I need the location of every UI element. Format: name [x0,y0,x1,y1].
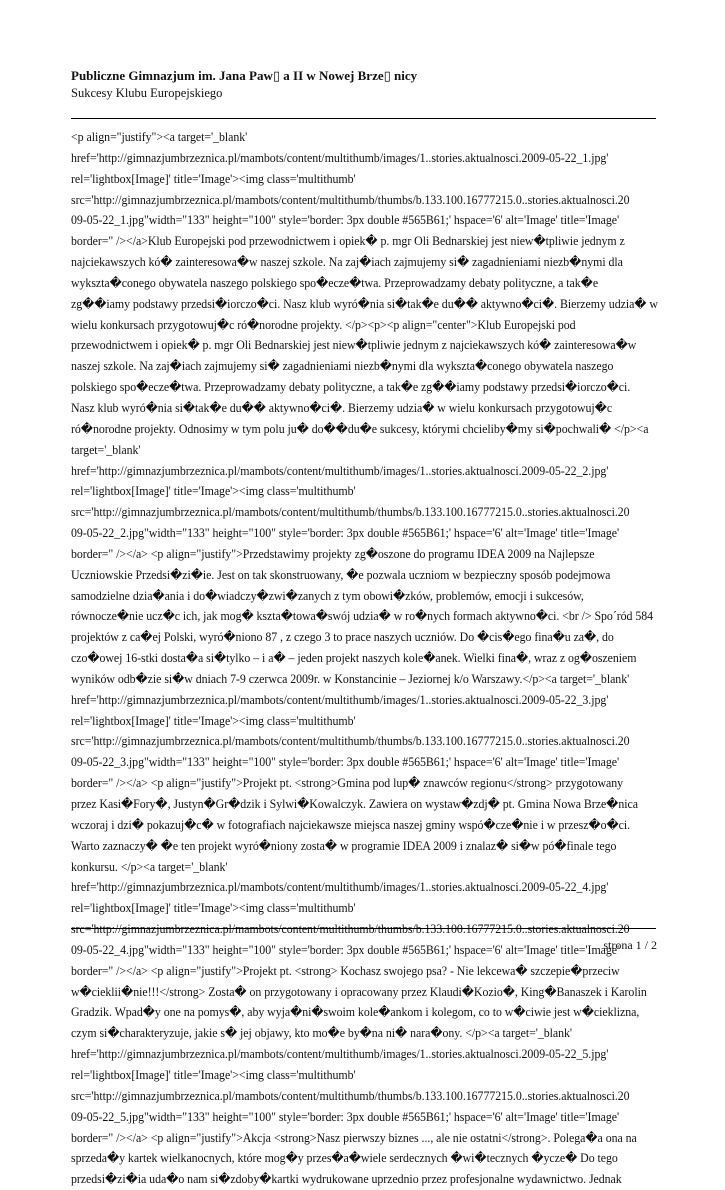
body-text-line: wczoraj i dzi� pokazuj�c� w fotografiach najciekawsze miejsca naszej gminy wspó�cze�nie i w przesz�o�ci. [71,817,631,832]
document-header [71,68,661,101]
body-text-line: rel='lightbox[Image]' title='Image'><img class='multithumb' [71,171,356,186]
body-text-line: Gradzik. Wpad�y one na pomys�, aby wyja�ni�swoim kole�ankom i kolegom, co to w�ciwie jest w�cieklizna, [71,1005,640,1020]
document-title: Publiczne Gimnazjum im. Jana Paw▯ a II w Nowej Brze▯ nicy [71,68,418,83]
body-text-line: 09-05-22_1.jpg"width="133" height="100" style='border: 3px double #565B61;' hspace='6' alt='Image' title='Image' [71,213,620,228]
body-text-line: sprzeda�y kartek wielkanocnych, które mog�y przes�a�wiele serdecznych �wi�tecznych �ycze� Do tego [71,1151,618,1166]
body-text-line: href='http://gimnazjumbrzeznica.pl/mambots/content/multithumb/images/1..stories.aktualnosci.2009-05-22_1.jpg' [71,150,609,165]
body-text-line: w�cieklii�nie!!!</strong> Zosta� on przygotowany i opracowany przez Klaudi�Kozio�, King�Banaszek i Karolin [71,984,647,999]
body-text-line: czo�owej 16-stki dosta�a si�tylko – i a� – jeden projekt naszych kole�anek. Wielki fina�, wraz z og�oszeniem [71,651,637,666]
footer-divider [71,928,656,929]
body-text-line: <p align="justify"><a target='_blank' [71,130,248,144]
body-text-line: równocze�nie ucz�c ich, jak mog� kszta�towa�swój udzia� w ro�nych formach aktywno�ci. <br /> Spo´ród 584 [71,609,654,624]
body-text-line: href='http://gimnazjumbrzeznica.pl/mambots/content/multithumb/images/1..stories.aktualnosci.2009-05-22_3.jpg' [71,692,609,707]
body-text-line: wielu konkursach przygotowuj�c ró�norodne projekty. </p><p><p align="center">Klub Europejski pod [71,317,576,332]
body-text-line: 09-05-22_4.jpg"width="133" height="100" style='border: 3px double #565B61;' hspace='6' alt='Image' title='Image' [71,942,620,957]
body-text-line: przez Kasi�Fory�, Justyn�Gr�dzik i Sylwi�Kowalczyk. Zawiera on wystaw�zdj� pt. Gmina Nowa Brze�nica [71,797,638,811]
body-text-line: border=" /></a>Klub Europejski pod przewodnictwem i opiek� p. mgr Oli Bednarskiej jest niew�tpliwie jednym z [71,234,625,249]
body-text-line: border=" /></a> <p align="justify">Projekt pt. <strong>Gmina pod lup� znawców regionu</strong> przygotowany [71,776,624,791]
body-text-line: konkursu. </p><a target='_blank' [71,859,228,874]
body-text-line: wyników odb�zie si�w dniach 7-9 czerwca 2009r. w Konstancinie – Jeziornej k/o Warszawy.</p><a target='_blank' [71,671,630,686]
body-text-line: naszej szkole. Na zaj�iach zajmujemy si� zagadnieniami niezb�nymi dla wykszta�conego obywatela naszego [71,359,614,374]
body-text-line: src='http://gimnazjumbrzeznica.pl/mambots/content/multithumb/thumbs/b.133.100.16777215.0..stories.aktualnosci.20 [71,1088,630,1103]
body-text-line: rel='lightbox[Image]' title='Image'><img class='multithumb' [71,713,356,728]
body-text-line: border=" /></a> <p align="justify">Akcja <strong>Nasz pierwszy biznes ..., ale nie ostatni</strong>. Polega�a ona na [71,1130,637,1145]
body-text-line: zg��iamy podstawy przedsi�iorczo�ci. Nasz klub wyró�nia si�tak�e du�� aktywno�ci�. Bierzemy udzia� w [71,296,658,311]
body-text-line: Uczniowskie Przedsi�zi�ie. Jest on tak skonstruowany, �e pozwala uczniom w bezpieczny sposób podejmowa [71,567,611,582]
body-text-line: border=" /></a> <p align="justify">Projekt pt. <strong> Kochasz swojego psa? - Nie lekcewa� szczepie�przeciw [71,963,620,978]
body-text-line: rel='lightbox[Image]' title='Image'><img class='multithumb' [71,484,356,499]
body-text-line: target='_blank' [71,442,141,457]
page-number: strona 1 / 2 [603,938,657,952]
body-text-line: polskiego spo�ecze�twa. Przeprowadzamy debaty polityczne, a tak�e zg��iamy podstawy przedsi�iorczo�ci. [71,380,631,395]
body-text-line: Warto zaznaczy� �e ten projekt wyró�niony zosta� w programie IDEA 2009 i znalaz� si�w pó�finale tego [71,838,617,853]
body-text-line: 09-05-22_5.jpg"width="133" height="100" style='border: 3px double #565B61;' hspace='6' alt='Image' title='Image' [71,1109,620,1124]
body-text-line: ró�norodne projekty. Odnosimy w tym polu ju� do��du�e sukcesy, którymi chcieliby�my si�pochwali� </p><a [71,421,649,436]
body-text-line: przewodnictwem i opiek� p. mgr Oli Bednarskiej jest niew�tpliwie jednym z najciekawszych kó� zainteresowa�w [71,338,637,353]
body-text-line: samodzielne dzia�ania i do�wiadczy�zwi�zanych z tym obowi�zków, problemów, emocji i sukcesów, [71,588,584,603]
body-text-line: wykszta�conego obywatela naszego polskiego spo�ecze�twa. Przeprowadzamy debaty polityczne, a tak�e [71,275,599,290]
body-text-line: href='http://gimnazjumbrzeznica.pl/mambots/content/multithumb/images/1..stories.aktualnosci.2009-05-22_2.jpg' [71,463,609,478]
body-text-line: src='http://gimnazjumbrzeznica.pl/mambots/content/multithumb/thumbs/b.133.100.16777215.0..stories.aktualnosci.20 [71,505,630,520]
body-text-line: src='http://gimnazjumbrzeznica.pl/mambots/content/multithumb/thumbs/b.133.100.16777215.0..stories.aktualnosci.20 [71,734,630,749]
body-text-line: href='http://gimnazjumbrzeznica.pl/mambots/content/multithumb/images/1..stories.aktualnosci.2009-05-22_5.jpg' [71,1047,609,1062]
body-text-line: najciekawszych kó� zainteresowa�w naszej szkole. Na zaj�iach zajmujemy si� zagadnieniami niezb�nymi dla [71,255,623,270]
body-text-line: rel='lightbox[Image]' title='Image'><img class='multithumb' [71,1067,356,1082]
body-text-line: 09-05-22_3.jpg"width="133" height="100" style='border: 3px double #565B61;' hspace='6' alt='Image' title='Image' [71,755,620,770]
body-text-line: src='http://gimnazjumbrzeznica.pl/mambots/content/multithumb/thumbs/b.133.100.16777215.0..stories.aktualnosci.20 [71,922,630,937]
body-text-line: Nasz klub wyró�nia si�tak�e du�� aktywno�ci�. Bierzemy udzia� w wielu konkursach przygotowuj�c [71,400,613,415]
body-text-line: czym si�charakteryzuje, jakie s� jej objawy, kto mo�e by�na ni� nara�ony. </p><a target='_blank' [71,1026,573,1041]
header-divider [71,118,656,119]
body-text-line: 09-05-22_2.jpg"width="133" height="100" style='border: 3px double #565B61;' hspace='6' alt='Image' title='Image' [71,526,620,541]
body-text-line: href='http://gimnazjumbrzeznica.pl/mambots/content/multithumb/images/1..stories.aktualnosci.2009-05-22_4.jpg' [71,880,609,895]
body-text-line: przedsi�zi�ia uda�o nam si�zdoby�kartki wydrukowane uprzednio przez profesjonalne wydawnictwo. Jednak [71,1172,622,1187]
body-text-line: rel='lightbox[Image]' title='Image'><img class='multithumb' [71,901,356,916]
document-subtitle: Sukcesy Klubu Europejskiego [71,86,223,100]
body-text-line: src='http://gimnazjumbrzeznica.pl/mambots/content/multithumb/thumbs/b.133.100.16777215.0..stories.aktualnosci.20 [71,192,630,207]
body-text-line: projektów z ca�ej Polski, wyró�niono 87 , z czego 3 to prace naszych uczniów. Do �cis�ego fina�u za�, do [71,630,614,645]
body-text-line: border=" /></a> <p align="justify">Przedstawimy projekty zg�oszone do programu IDEA 2009 na Najlepsze [71,546,595,561]
